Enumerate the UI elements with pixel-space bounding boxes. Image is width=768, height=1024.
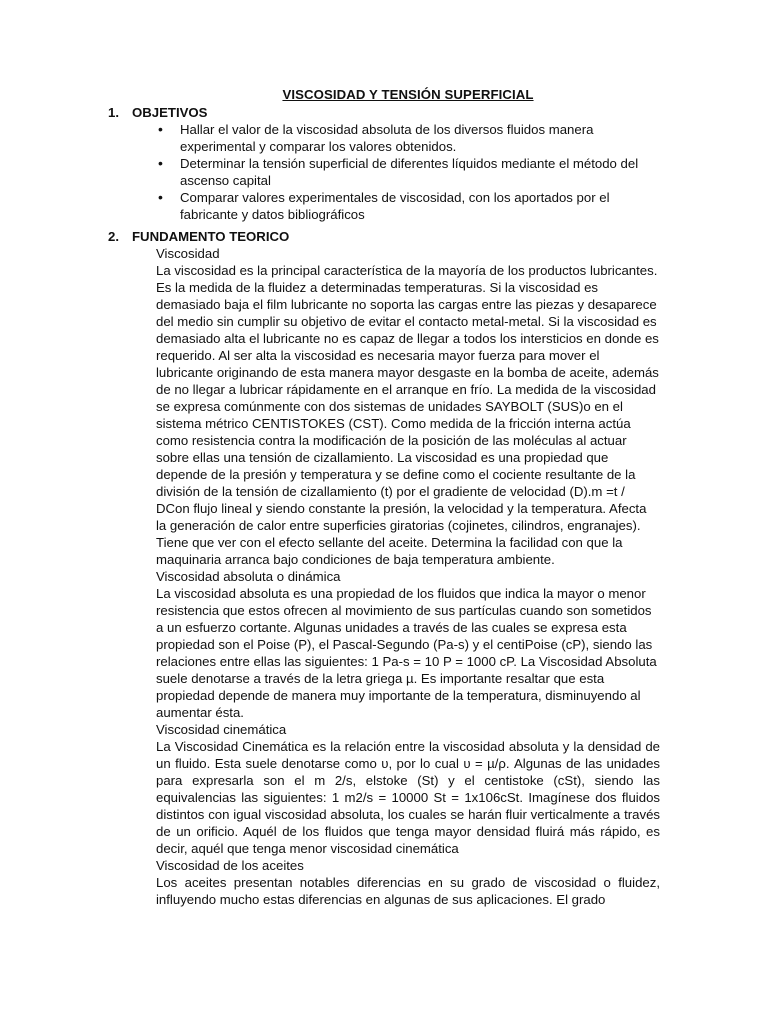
objectives-list [156, 121, 656, 223]
section-title: FUNDAMENTO TEORICO [132, 229, 290, 244]
section-number: 1. [108, 105, 119, 120]
section-title: OBJETIVOS [132, 105, 208, 120]
document-title: VISCOSIDAD Y TENSIÓN SUPERFICIAL [282, 87, 534, 102]
fundamento-body [156, 245, 660, 908]
subsection-heading: Viscosidad absoluta o dinámica [156, 569, 341, 584]
list-item: • Determinar la tensión superficial de diferentes líquidos mediante el método del ascenso capital [156, 155, 656, 189]
paragraph: La viscosidad absoluta es una propiedad de los fluidos que indica la mayor o menor resistencia que estos ofrecen al movimiento de sus partículas cuando son sometidos a un esfuerzo cortante. Algunas unidades a través de las cuales se expresa esta propiedad son el Poise (P), el Pascal-Segundo (Pa-s) y el centiPoise (cP), siendo las relaciones entre ellas las siguientes: 1 Pa-s = 10 P = 1000 cP. La Viscosidad Absoluta suele denotarse a través de la letra griega µ. Es importante resaltar que esta propiedad depende de manera muy importante de la temperatura, disminuyendo al aumentar ésta. [156, 586, 657, 720]
paragraph: La viscosidad es la principal característica de la mayoría de los productos lubricantes. Es la medida de la fluidez a determinadas temperaturas. Si la viscosidad es demasiado baja el film lubricante no soporta las cargas entre las piezas y desaparece del medio sin cumplir su objetivo de evitar el contacto metal-metal. Si la viscosidad es demasiado alta el lubricante no es capaz de llegar a todos los intersticios en donde es requerido. Al ser alta la viscosidad es necesaria mayor fuerza para mover el lubricante originando de esta manera mayor desgaste en la bomba de aceite, además de no llegar a lubricar rápidamente en el arranque en frío. La medida de la viscosidad se expresa comúnmente con dos sistemas de unidades SAYBOLT (SUS)o en el sistema métrico CENTISTOKES (CST). Como medida de la fricción interna actúa como resistencia contra la modificación de la posición de las moléculas al actuar sobre ellas una tensión de cizallamiento. La viscosidad es una propiedad que depende de la presión y temperatura y se define como el cociente resultante de la división de la tensión de cizallamiento (t) por el gradiente de velocidad (D).m =t / DCon flujo lineal y siendo constante la presión, la velocidad y la temperatura. Afecta la generación de calor entre superficies giratorias (cojinetes, cilindros, engranajes). Tiene que ver con el efecto sellante del aceite. Determina la facilidad con que la maquinaria arranca bajo condiciones de baja temperatura ambiente. [156, 263, 659, 567]
paragraph: Los aceites presentan notables diferencias en su grado de viscosidad o fluidez, influyendo mucho estas diferencias en algunas de sus aplicaciones. El grado [156, 875, 660, 907]
section-heading-fundamento [108, 228, 289, 245]
list-item: • Comparar valores experimentales de viscosidad, con los aportados por el fabricante y datos bibliográficos [156, 189, 656, 223]
subsection-heading: Viscosidad cinemática [156, 722, 287, 737]
paragraph: La Viscosidad Cinemática es la relación entre la viscosidad absoluta y la densidad de un fluido. Esta suele denotarse como υ, por lo cual υ = µ/ρ. Algunas de las unidades para expresarla son el m 2/s, elstoke (St) y el centistoke (cSt), siendo las equivalencias las siguientes: 1 m2/s = 10000 St = 1x106cSt. Imagínese dos fluidos distintos con igual viscosidad absoluta, los cuales se harán fluir verticalmente a través de un orificio. Aquél de los fluidos que tenga mayor densidad fluirá más rápido, es decir, aquél que tenga menor viscosidad cinemática [156, 739, 660, 856]
section-number: 2. [108, 229, 119, 244]
subsection-heading: Viscosidad de los aceites [156, 858, 304, 873]
section-heading-objetivos [108, 104, 207, 121]
list-item: • Hallar el valor de la viscosidad absoluta de los diversos fluidos manera experimental y comparar los valores obtenidos. [156, 121, 656, 155]
subsection-heading: Viscosidad [156, 246, 220, 261]
